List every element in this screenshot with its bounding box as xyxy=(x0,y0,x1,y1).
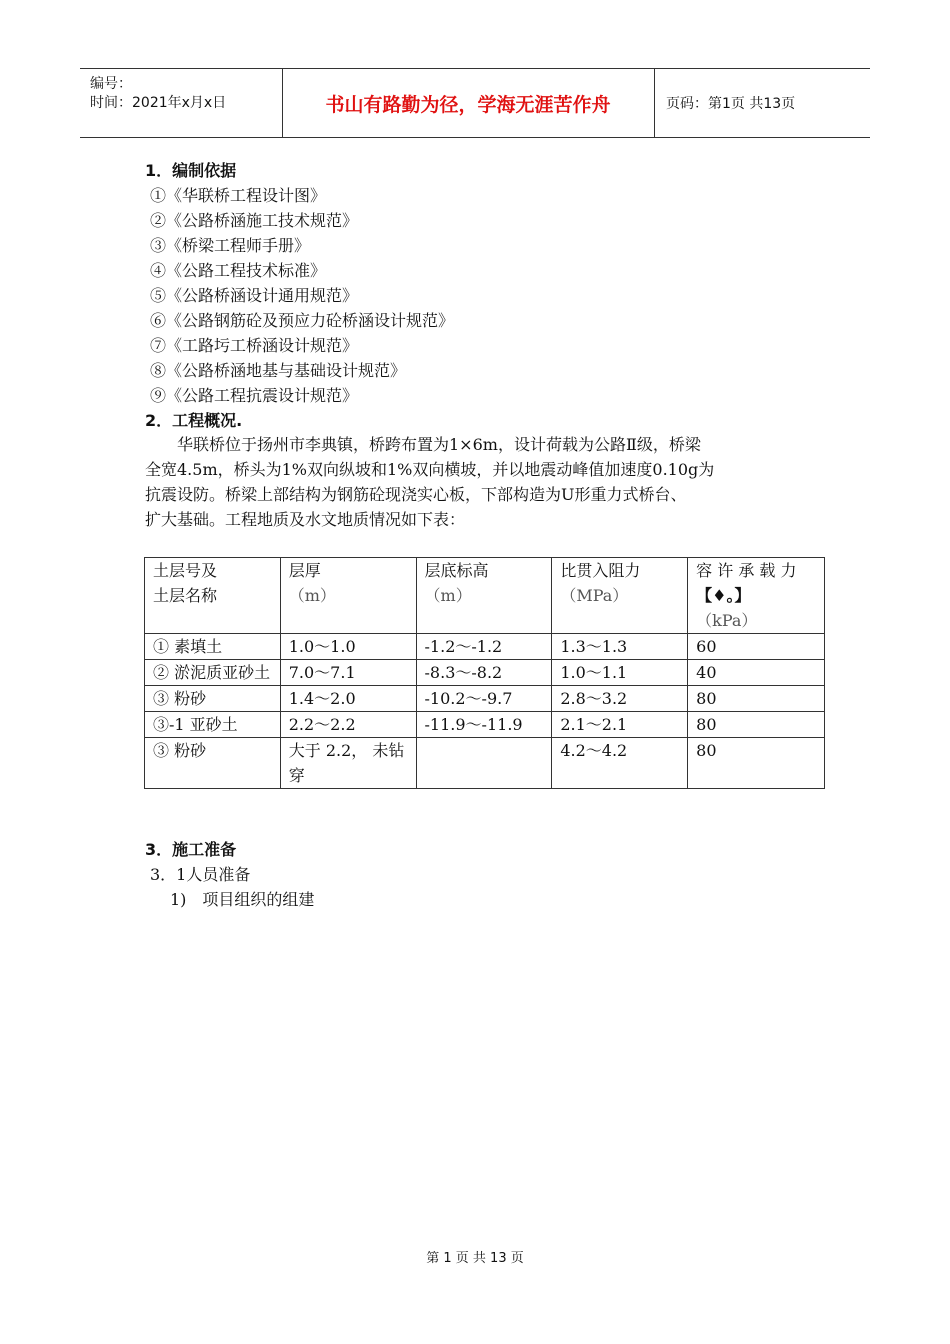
table-cell: 7.0～7.1 xyxy=(280,660,416,686)
table-cell: ② 淤泥质亚砂土 xyxy=(145,660,281,686)
table-cell: 1.0～1.1 xyxy=(552,660,688,686)
table-cell: 4.2～4.2 xyxy=(552,738,688,789)
table-cell: 2.2～2.2 xyxy=(280,712,416,738)
header-meta-cell xyxy=(80,69,283,137)
date-label: 时间：2021年x月x日 xyxy=(90,95,227,111)
table-cell: ① 素填土 xyxy=(145,634,281,660)
table-row xyxy=(145,712,825,738)
reference-item: ⑥《公路钢筋砼及预应力砼桥涵设计规范》 xyxy=(150,311,455,330)
table-cell: -1.2～-1.2 xyxy=(416,634,552,660)
table-cell: 1.3～1.3 xyxy=(552,634,688,660)
section3-item: 1) 项目组织的组建 xyxy=(170,890,315,909)
header-cell: 层底标高 （m） xyxy=(416,558,552,634)
table-cell: 60 xyxy=(688,634,825,660)
table-cell: 2.8～3.2 xyxy=(552,686,688,712)
section3-subheading: 3．1人员准备 xyxy=(150,865,251,884)
header-cell: 容 许 承 载 力 【♦。】 （kPa） xyxy=(688,558,825,634)
table-row xyxy=(145,660,825,686)
reference-item: ⑦《工路圬工桥涵设计规范》 xyxy=(150,336,359,355)
header-motto: 书山有路勤为径，学海无涯苦作舟 xyxy=(282,69,655,137)
reference-item: ③《桥梁工程师手册》 xyxy=(150,236,311,255)
table-cell: 2.1～2.1 xyxy=(552,712,688,738)
serial-label: 编号： xyxy=(90,76,132,92)
paragraph-line: 华联桥位于扬州市李典镇，桥跨布置为1×6m，设计荷载为公路Ⅱ级，桥梁 xyxy=(145,435,701,454)
page-footer: 第 1 页 共 13 页 xyxy=(426,1251,524,1266)
table-cell: 80 xyxy=(688,686,825,712)
table-cell: -10.2～-9.7 xyxy=(416,686,552,712)
reference-item: ⑧《公路桥涵地基与基础设计规范》 xyxy=(150,361,407,380)
reference-item: ②《公路桥涵施工技术规范》 xyxy=(150,211,359,230)
table-cell: 1.4～2.0 xyxy=(280,686,416,712)
reference-item: ⑨《公路工程抗震设计规范》 xyxy=(150,386,359,405)
table-header-row xyxy=(145,558,825,634)
table-row xyxy=(145,686,825,712)
section2-heading: 2．工程概况. xyxy=(145,411,243,430)
document-header xyxy=(80,68,870,138)
header-page-info: 页码：第1页 共13页 xyxy=(666,96,796,112)
section1-heading: 1．编制依据 xyxy=(145,161,237,180)
project-overview-paragraph xyxy=(145,432,815,532)
table-cell: ③ 粉砂 xyxy=(145,738,281,789)
paragraph-line: 抗震设防。桥梁上部结构为钢筋砼现浇实心板，下部构造为U形重力式桥台、 xyxy=(145,485,687,504)
header-cell: 土层号及 土层名称 xyxy=(145,558,281,634)
section3-heading: 3．施工准备 xyxy=(145,840,237,859)
table-cell: ③ 粉砂 xyxy=(145,686,281,712)
table-cell xyxy=(416,738,552,789)
table-row xyxy=(145,634,825,660)
reference-item: ④《公路工程技术标准》 xyxy=(150,261,327,280)
table-cell: 大于 2.2， 未钻穿 xyxy=(280,738,416,789)
table-cell: ③-1 亚砂土 xyxy=(145,712,281,738)
header-cell: 层厚 （m） xyxy=(280,558,416,634)
table-cell: -8.3～-8.2 xyxy=(416,660,552,686)
paragraph-line: 扩大基础。工程地质及水文地质情况如下表： xyxy=(145,510,466,529)
paragraph-line: 全宽4.5m，桥头为1%双向纵坡和1%双向横坡，并以地震动峰值加速度0.10g为 xyxy=(145,460,715,479)
header-cell: 比贯入阻力 （MPa） xyxy=(552,558,688,634)
reference-item: ①《华联桥工程设计图》 xyxy=(150,186,327,205)
table-cell: -11.9～-11.9 xyxy=(416,712,552,738)
table-cell: 80 xyxy=(688,712,825,738)
table-cell: 1.0～1.0 xyxy=(280,634,416,660)
table-cell: 80 xyxy=(688,738,825,789)
soil-layer-table xyxy=(144,557,825,789)
table-row xyxy=(145,738,825,789)
table-cell: 40 xyxy=(688,660,825,686)
reference-item: ⑤《公路桥涵设计通用规范》 xyxy=(150,286,359,305)
